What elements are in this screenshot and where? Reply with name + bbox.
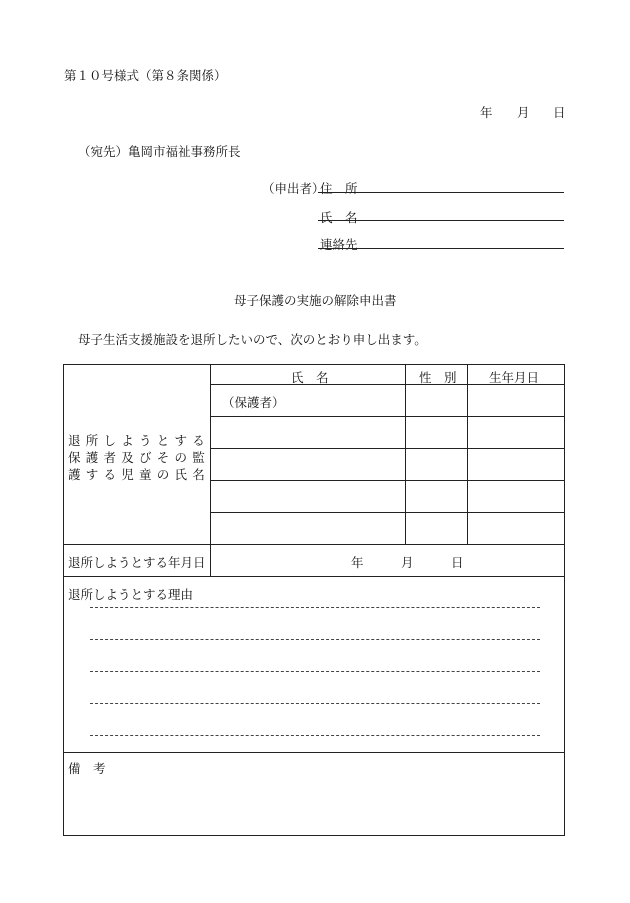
guardian-label: （保護者） [222, 395, 285, 410]
address-field[interactable] [318, 192, 564, 193]
addressee: （宛先）亀岡市福祉事務所長 [78, 144, 241, 159]
reason-line[interactable] [90, 607, 540, 608]
date-day-label: 日 [553, 105, 566, 120]
document-title: 母子保護の実施の解除申出書 [234, 293, 397, 308]
leave-date-year: 年 [351, 555, 364, 570]
reason-label: 退所しようとする理由 [68, 587, 194, 602]
col-name-header: 氏 名 [291, 370, 329, 385]
leave-date-day: 日 [451, 555, 464, 570]
applicant-label: （申出者） [262, 181, 325, 196]
column-divider [467, 364, 468, 544]
reason-line[interactable] [90, 671, 540, 672]
form-number: 第１０号様式（第８条関係） [64, 68, 227, 83]
intro-text: 母子生活支援施設を退所したいので、次のとおり申し出ます。 [78, 332, 427, 347]
contact-label: 連絡先 [320, 237, 358, 252]
column-divider [405, 364, 406, 544]
address-label: 住 所 [320, 181, 358, 196]
name-field[interactable] [318, 220, 564, 221]
reason-line[interactable] [90, 735, 540, 736]
row-header-line-1: 退所しようとする [68, 433, 211, 448]
date-month-label: 月 [517, 105, 530, 120]
name-label: 氏 名 [320, 210, 358, 225]
remarks-label: 備 考 [68, 761, 106, 776]
reason-line[interactable] [90, 703, 540, 704]
section-divider [63, 544, 565, 545]
date-year-label: 年 [480, 105, 493, 120]
child-name-cell[interactable] [211, 481, 404, 511]
reason-line[interactable] [90, 639, 540, 640]
remarks-field[interactable] [64, 778, 564, 834]
contact-field[interactable] [318, 248, 564, 249]
col-birth-header: 生年月日 [489, 370, 540, 385]
leave-date-month: 月 [401, 555, 414, 570]
row-header-line-2: 保護者及びその監 [68, 450, 211, 465]
child-name-cell[interactable] [211, 417, 404, 447]
child-name-cell[interactable] [211, 449, 404, 479]
section-divider [63, 576, 565, 577]
col-gender-header: 性 別 [419, 370, 457, 385]
row-header-line-3: 護する児童の氏名 [68, 467, 211, 482]
leave-date-label: 退所しようとする年月日 [68, 555, 206, 570]
section-divider [63, 752, 565, 753]
child-name-cell[interactable] [211, 513, 404, 543]
